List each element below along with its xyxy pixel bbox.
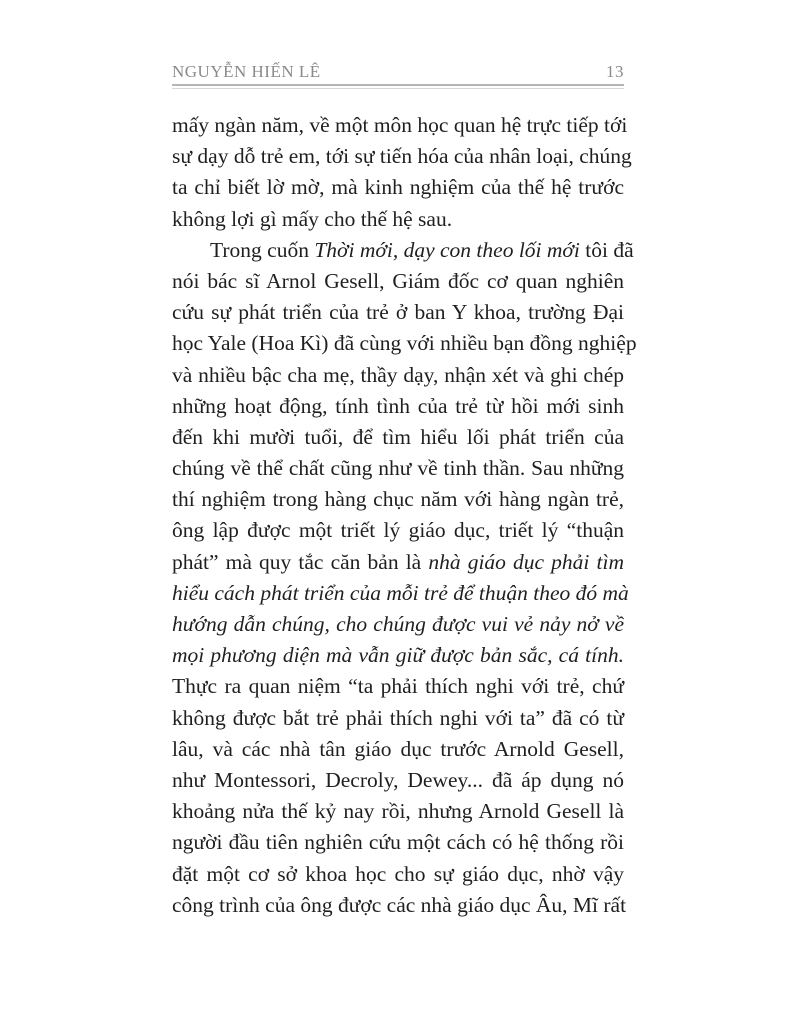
text-line	[172, 235, 634, 266]
text-line: chúng về thể chất cũng như về tinh thần. Sau những	[172, 456, 624, 481]
text-line: ông lập được một triết lý giáo dục, triết lý “thuận	[172, 518, 624, 543]
header-rule	[172, 84, 624, 86]
text-line	[172, 547, 624, 578]
text-line: ta chỉ biết lờ mờ, mà kinh nghiệm của thế hệ trước	[172, 175, 624, 200]
text-line: và nhiều bậc cha mẹ, thầy dạy, nhận xét và ghi chép	[172, 362, 624, 387]
text-line: nói bác sĩ Arnol Gesell, Giám đốc cơ quan nghiên	[172, 268, 624, 293]
running-head-author: NGUYỄN HIẾN LÊ	[172, 62, 321, 81]
text-line: người đầu tiên nghiên cứu một cách có hệ thống rồi	[172, 830, 624, 855]
text-line: những hoạt động, tính tình của trẻ từ hồi mới sinh	[172, 393, 624, 418]
page-number: 13	[606, 62, 624, 81]
text-line: cứu sự phát triển của trẻ ở ban Y khoa, trường Đại	[172, 300, 624, 325]
emphasis-line: mọi phương diện mà vẫn giữ được bản sắc, cá tính.	[172, 643, 624, 668]
emphasis-line: hiểu cách phát triển của mỗi trẻ để thuận theo đó mà	[172, 580, 629, 605]
body-text	[172, 110, 637, 921]
text-run: tôi đã	[579, 237, 634, 262]
text-line: khoảng nửa thế kỷ nay rồi, nhưng Arnold Gesell là	[172, 799, 624, 824]
text-line: Thực ra quan niệm “ta phải thích nghi với trẻ, chứ	[172, 674, 624, 699]
running-header	[172, 62, 624, 86]
emphasis-line: hướng dẫn chúng, cho chúng được vui vẻ nảy nở về	[172, 612, 624, 636]
text-run: Trong cuốn	[210, 237, 315, 262]
text-line: mấy ngàn năm, về một môn học quan hệ trực tiếp tới	[172, 113, 628, 137]
paragraph-continuation	[172, 110, 632, 235]
text-run: phát” mà quy tắc căn bản là	[172, 549, 429, 574]
text-line: thí nghiệm trong hàng chục năm với hàng ngàn trẻ,	[172, 487, 624, 512]
text-line: không được bắt trẻ phải thích nghi với ta” đã có từ	[172, 705, 624, 730]
book-title: Thời mới, dạy con theo lối mới	[314, 237, 580, 262]
text-line: học Yale (Hoa Kì) đã cùng với nhiều bạn đồng nghiệp	[172, 331, 637, 356]
header-rule-secondary	[172, 88, 624, 89]
text-line: như Montessori, Decroly, Dewey... đã áp dụng nó	[172, 767, 624, 792]
text-line: sự dạy dỗ trẻ em, tới sự tiến hóa của nhân loại, chúng	[172, 144, 632, 169]
text-line: công trình của ông được các nhà giáo dục Âu, Mĩ rất	[172, 892, 627, 917]
paragraph-gesell	[172, 235, 637, 921]
text-line: đến khi mười tuổi, để tìm hiểu lối phát triển của	[172, 424, 624, 449]
text-line: lâu, và các nhà tân giáo dục trước Arnold Gesell,	[172, 736, 624, 761]
emphasis-run: nhà giáo dục phải tìm	[428, 549, 624, 574]
text-line: không lợi gì mấy cho thế hệ sau.	[172, 206, 453, 231]
text-line: đặt một cơ sở khoa học cho sự giáo dục, nhờ vậy	[172, 861, 624, 886]
